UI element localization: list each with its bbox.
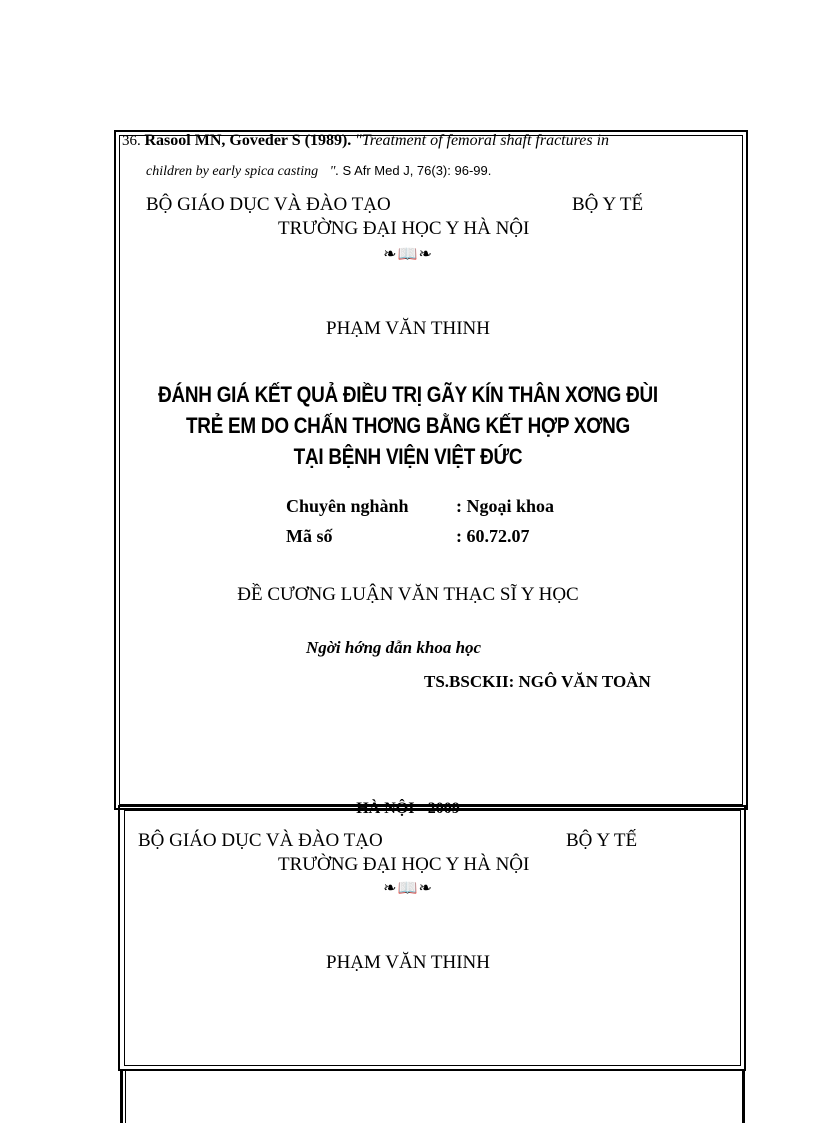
advisor-label: Ngời hớng dẫn khoa học <box>306 638 482 657</box>
reference-title-1: "Treatment of femoral shaft fractures in <box>355 132 610 149</box>
code-label: Mã số <box>286 526 333 546</box>
reference-journal: S Afr Med J, 76(3): 96-99. <box>342 163 492 178</box>
reference-quote-close: ". <box>329 164 339 179</box>
ornament-book-icon: ❧📖❧ <box>383 246 433 263</box>
reference-line-2 <box>146 163 491 180</box>
ministry-education: BỘ GIÁO DỤC VÀ ĐÀO TẠO <box>146 194 391 215</box>
ornament-book-icon-2: ❧📖❧ <box>383 880 433 897</box>
reference-line-1 <box>122 132 609 150</box>
reference-authors: Rasool MN, Goveder S (1989). <box>144 132 352 149</box>
ministry-education-2: BỘ GIÁO DỤC VÀ ĐÀO TẠO <box>138 830 383 851</box>
place-year: HÀ NỘI - 2009 <box>356 800 460 817</box>
left-side-rule-2 <box>125 1071 126 1123</box>
left-side-rule <box>120 1071 123 1123</box>
code-value: : 60.72.07 <box>456 526 530 546</box>
thesis-title-line-1: ĐÁNH GIÁ KẾT QUẢ ĐIỀU TRỊ GÃY KÍN THÂN XƠNG ĐÙI <box>158 382 658 407</box>
speciality-value: : Ngoại khoa <box>456 496 555 516</box>
right-side-rule <box>742 1071 745 1123</box>
document-type: ĐỀ CƯƠNG LUẬN VĂN THẠC SĨ Y HỌC <box>237 584 579 605</box>
reference-title-2: children by early spica casting <box>146 164 319 179</box>
university-name: TRƯỜNG ĐẠI HỌC Y HÀ NỘI <box>278 218 530 239</box>
thesis-title-line-3: TẠI BỆNH VIỆN VIỆT ĐỨC <box>293 444 523 469</box>
thesis-title-line-2: TRẺ EM DO CHẤN THƠNG BẰNG KẾT HỢP XƠNG <box>185 413 631 438</box>
advisor-name: TS.BSCKII: NGÔ VĂN TOÀN <box>424 672 651 691</box>
author-name: PHẠM VĂN THINH <box>326 318 490 339</box>
reference-number: 36. <box>122 133 141 149</box>
university-name-2: TRƯỜNG ĐẠI HỌC Y HÀ NỘI <box>278 854 530 875</box>
speciality-label: Chuyên nghành <box>286 496 409 516</box>
author-name-2: PHẠM VĂN THINH <box>326 952 490 973</box>
ministry-health: BỘ Y TẾ <box>572 194 644 215</box>
ministry-health-2: BỘ Y TẾ <box>566 830 638 851</box>
